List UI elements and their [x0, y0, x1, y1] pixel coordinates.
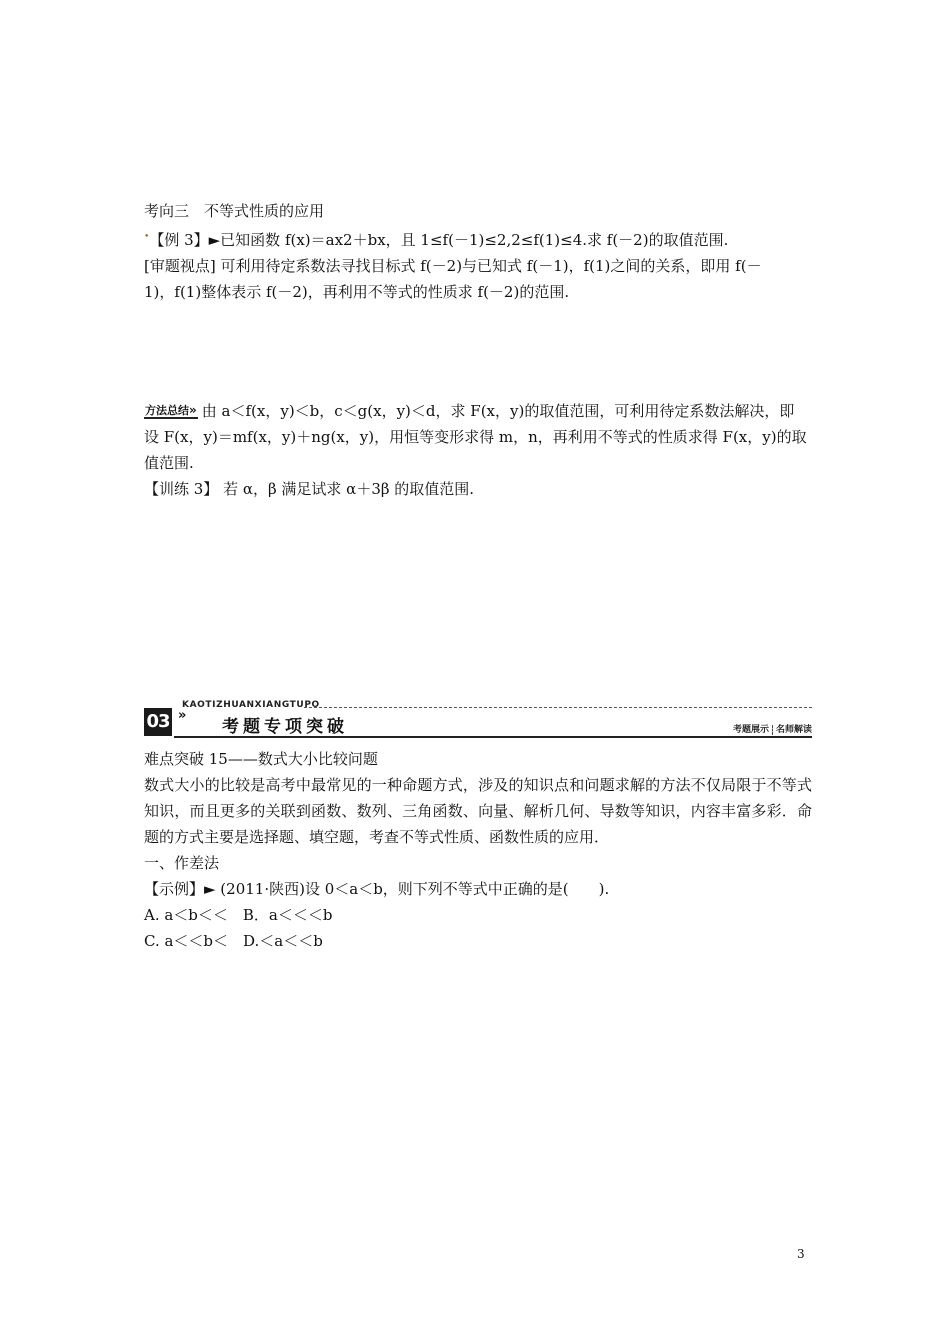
banner-tags	[733, 722, 812, 735]
example-text: 已知函数 f(x)＝ax2＋bx，且 1≤f(－1)≤2,2≤f(1)≤4.求 f(－2)的取值范围.	[220, 231, 729, 249]
method-summary-line-2: 设 F(x，y)＝mf(x，y)＋ng(x，y)，用恒等变形求得 m，n，再利用不等式的性质求得 F(x，y)的取	[144, 428, 807, 446]
options-cd: C. a＜＜b＜ D.＜a＜＜b	[144, 932, 323, 950]
example-3	[144, 224, 812, 253]
sample-example: 【示例】► (2011·陕西)设 0＜a＜b，则下列不等式中正确的是( ).	[144, 880, 610, 898]
training-3: 【训练 3】 若 α，β 满足试求 α＋3β 的取值范围.	[144, 480, 475, 498]
example-dot-icon: •	[144, 232, 150, 242]
banner-title: 考题专项突破	[222, 717, 348, 737]
method-subtitle: 一、作差法	[144, 854, 220, 872]
page-number: 3	[797, 1247, 805, 1261]
method-summary-line-3: 值范围.	[144, 454, 194, 472]
example-label: 【例 3】►	[149, 231, 221, 249]
section-heading: 考向三 不等式性质的应用	[144, 202, 325, 220]
breakthrough-paragraph: 数式大小的比较是高考中最常见的一种命题方式，涉及的知识点和问题求解的方法不仅局限于不等式知识，而且更多的关联到函数、数列、三角函数、向量、解析几何、导数等知识，内容丰富多彩．命题的方式主要是选择题、填空题，考查不等式性质、函数性质的应用．	[144, 776, 812, 846]
method-summary-badge: 方法总结»	[145, 403, 197, 417]
section-3	[144, 198, 812, 305]
method-summary-text-1: 由 a＜f(x，y)＜b，c＜g(x，y)＜d，求 F(x，y)的取值范围，可利用待定系数法解决，即	[201, 402, 795, 420]
method-summary	[144, 398, 812, 502]
banner-tag-1: 考题展示	[732, 725, 769, 735]
breakthrough-title: 难点突破 15——数式大小比较问题	[144, 750, 378, 768]
banner-pinyin: KAOTIZHUANXIANGTUPO	[182, 700, 320, 710]
banner-dashed-rule	[304, 707, 812, 708]
banner-chevron-icon: »	[178, 708, 187, 723]
section-banner	[144, 700, 812, 740]
analysis-line-2: 1)，f(1)整体表示 f(－2)，再利用不等式的性质求 f(－2)的范围.	[144, 283, 570, 301]
banner-rule	[174, 736, 812, 738]
banner-tag-separator	[772, 725, 773, 735]
options-ab: A. a＜b＜＜ B．a＜＜＜b	[144, 906, 333, 924]
breakthrough-section	[144, 746, 812, 954]
method-summary-line-1	[144, 398, 812, 424]
banner-number: 03	[144, 708, 172, 736]
banner-tag-2: 名师解读	[775, 725, 812, 735]
analysis-line-1: [审题视点] 可利用待定系数法寻找目标式 f(－2)与已知式 f(－1)，f(1)之间的关系，即用 f(－	[144, 257, 762, 275]
